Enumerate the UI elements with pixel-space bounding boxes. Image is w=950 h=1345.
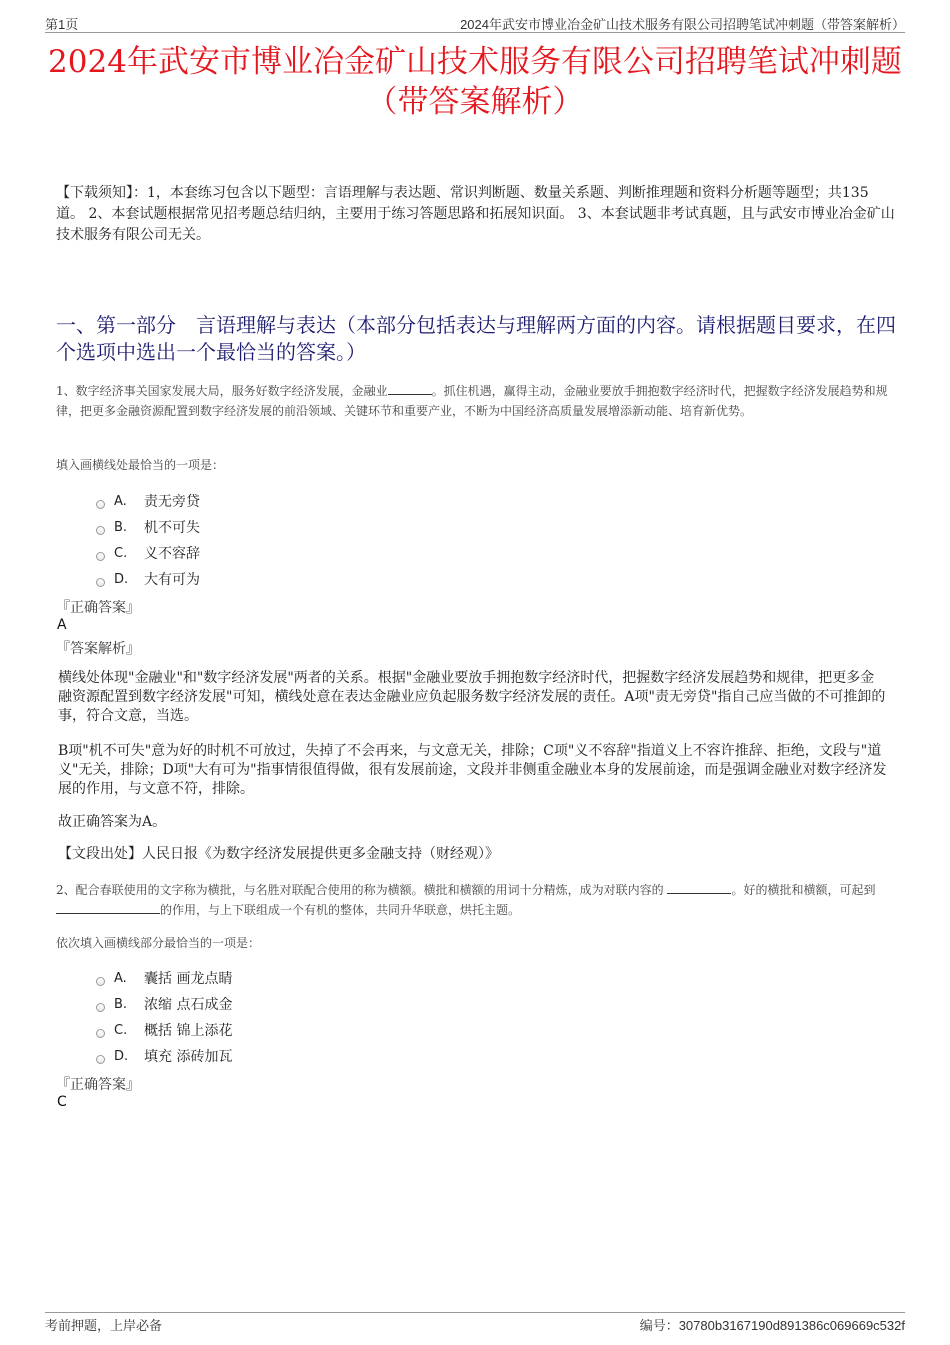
section-heading: 一、第一部分 言语理解与表达（本部分包括表达与理解两方面的内容。请根据题目要求，在四个选项中选出一个最恰当的答案。） (56, 313, 896, 364)
question-1-stem-part2: 。抓住机遇，赢得主动，金融业要放手拥抱数字经济时代，把握数字经济发展趋势和规律，把更多金融资源配置到数字经济发展的前沿领域、关键环节和重要产业，不断为中国经济高质量发展增添新动能、培育新优势。 (56, 384, 888, 418)
option-letter: C. (114, 1022, 128, 1038)
option-text: 囊括 画龙点睛 (144, 971, 233, 987)
fill-blank (667, 881, 731, 894)
correct-answer-label: 『正确答案』 (56, 600, 140, 616)
option-letter: B. (114, 996, 128, 1012)
option-a[interactable] (96, 965, 232, 991)
question-1-stem (56, 381, 896, 421)
correct-answer: A (57, 617, 67, 633)
option-c[interactable] (96, 540, 200, 566)
answer-analysis-label: 『答案解析』 (56, 641, 140, 657)
question-2-stem-part1: 2、配合春联使用的文字称为横批，与名胜对联配合使用的称为横额。横批和横额的用词十分精炼，成为对联内容的 (56, 883, 664, 897)
page-footer (45, 1312, 905, 1333)
question-2-prompt: 依次填入画横线部分最恰当的一项是： (56, 936, 261, 950)
download-notice: 【下载须知】：1，本套练习包含以下题型：言语理解与表达题、常识判断题、数量关系题、判断推理题和资料分析题等题型；共135道。 2、本套试题根据常见招考题总结归纳，主要用于练习答题思路和拓展知识面。 3、本套试题非考试真题，且与武安市博业冶金矿山技术服务有限公司无关。 (56, 185, 895, 243)
radio-button-icon[interactable] (96, 526, 105, 535)
option-letter: A. (114, 970, 127, 986)
question-2-stem-part3: 的作用，与上下联组成一个有机的整体，共同升华联意，烘托主题。 (160, 903, 521, 917)
document-title (40, 42, 910, 122)
option-text: 填充 添砖加瓦 (144, 1049, 233, 1065)
title-line-1: 2024年武安市博业冶金矿山技术服务有限公司招聘笔试冲刺题 (48, 44, 902, 80)
footer-slogan: 考前押题，上岸必备 (45, 1318, 163, 1333)
page-header (45, 12, 905, 33)
option-text: 机不可失 (144, 520, 200, 536)
radio-button-icon[interactable] (96, 1003, 105, 1012)
radio-button-icon[interactable] (96, 578, 105, 587)
page-number: 第1页 (45, 17, 79, 32)
question-1-prompt: 填入画横线处最恰当的一项是： (56, 458, 225, 472)
option-letter: D. (114, 1048, 129, 1064)
option-letter: B. (114, 519, 128, 535)
fill-blank (56, 901, 160, 914)
option-text: 概括 锦上添花 (144, 1023, 233, 1039)
correct-answer: C (57, 1094, 67, 1110)
question-2-stem (56, 880, 896, 920)
header-doc-title: 2024年武安市博业冶金矿山技术服务有限公司招聘笔试冲刺题（带答案解析） (460, 17, 905, 32)
option-d[interactable] (96, 1043, 232, 1069)
option-c[interactable] (96, 1017, 232, 1043)
question-1-options (96, 488, 200, 592)
option-letter: A. (114, 493, 127, 509)
question-1-stem-part1: 1、数字经济事关国家发展大局，服务好数字经济发展，金融业 (56, 384, 388, 398)
option-text: 大有可为 (144, 572, 200, 588)
option-d[interactable] (96, 566, 200, 592)
analysis-paragraph-1: 横线处体现"金融业"和"数字经济发展"两者的关系。根据"金融业要放手拥抱数字经济时代，把握数字经济发展趋势和规律，把更多金融资源配置到数字经济发展"可知，横线处意在表达金融业应负起服务数字经济发展的责任。A项"责无旁贷"指自己应当做的不可推卸的事，符合文意，当选。 (58, 670, 886, 724)
radio-button-icon[interactable] (96, 1055, 105, 1064)
title-line-2: （带答案解析） (366, 84, 584, 120)
radio-button-icon[interactable] (96, 977, 105, 986)
radio-button-icon[interactable] (96, 500, 105, 509)
radio-button-icon[interactable] (96, 552, 105, 561)
document-serial-number: 编号：30780b3167190d891386c069669c532f (639, 1318, 905, 1333)
option-b[interactable] (96, 514, 200, 540)
analysis-conclusion: 故正确答案为A。 (58, 814, 167, 830)
option-letter: D. (114, 571, 129, 587)
source-citation: 【文段出处】人民日报《为数字经济发展提供更多金融支持（财经观）》 (58, 846, 499, 862)
option-a[interactable] (96, 488, 200, 514)
analysis-paragraph-2: B项"机不可失"意为好的时机不可放过，失掉了不会再来，与文意无关，排除；C项"义不容辞"指道义上不容许推辞、拒绝，文段与"道义"无关，排除；D项"大有可为"指事情很值得做，很有发展前途，文段并非侧重金融业本身的发展前途，而是强调金融业对数字经济发展的作用，与文意不符，排除。 (58, 743, 887, 797)
correct-answer-label: 『正确答案』 (56, 1077, 140, 1093)
option-text: 义不容辞 (144, 546, 200, 562)
fill-blank (388, 382, 432, 395)
option-text: 浓缩 点石成金 (144, 997, 233, 1013)
option-b[interactable] (96, 991, 232, 1017)
option-letter: C. (114, 545, 128, 561)
option-text: 责无旁贷 (144, 494, 200, 510)
question-2-stem-part2: 。好的横批和横额，可起到 (731, 883, 876, 897)
radio-button-icon[interactable] (96, 1029, 105, 1038)
question-2-options (96, 965, 232, 1069)
